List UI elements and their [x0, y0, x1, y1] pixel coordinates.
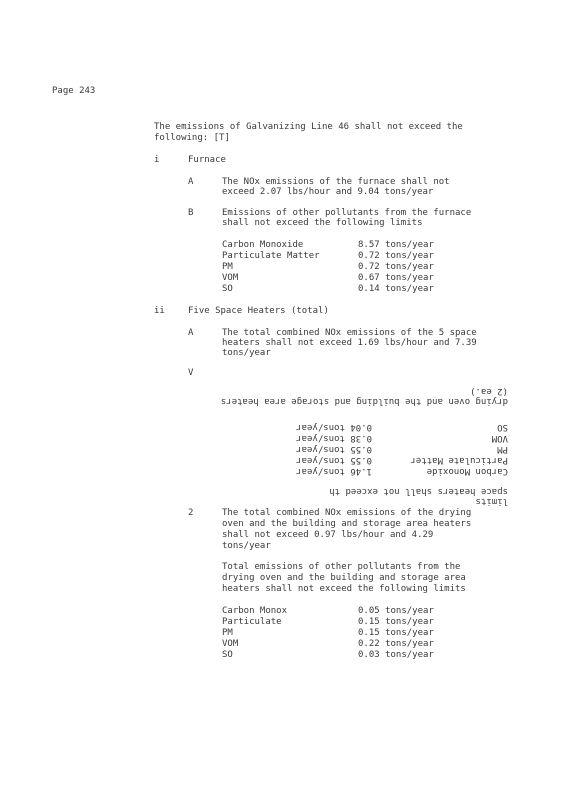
item-text-line: Emissions of other pollutants from the furnace	[222, 208, 472, 218]
inverted-pollutant-value: 1.46 tons/year	[296, 466, 372, 476]
pollutant-value: 0.22 tons/year	[358, 639, 434, 649]
pollutant-value: 0.72 tons/year	[358, 251, 434, 261]
intro-line-2: following: [T]	[154, 133, 230, 143]
paragraph-line: heaters shall not exceed the following limits	[222, 584, 466, 594]
item-number: 2	[188, 508, 194, 518]
item-text-line: oven and the building and storage area heaters	[222, 519, 472, 529]
inverted-pollutant-name: VOM	[491, 433, 508, 443]
inverted-pollutant-name: PM	[497, 444, 508, 454]
pollutant-name: VOM	[222, 639, 239, 649]
item-text-line: heaters shall not exceed 1.69 lbs/hour and 7.39	[222, 338, 477, 348]
pollutant-name: VOM	[222, 273, 239, 283]
section-number: ii	[154, 306, 165, 316]
pollutant-name: Particulate	[222, 617, 282, 627]
pollutant-name: SO	[222, 650, 233, 660]
inverted-pollutant-name: Particulate Matter	[410, 455, 508, 465]
item-letter: B	[188, 208, 194, 218]
pollutant-name: Carbon Monoxide	[222, 240, 304, 250]
item-text-line: The total combined NOx emissions of the 5 space	[222, 328, 477, 338]
inverted-pollutant-value: 0.04 tons/year	[296, 422, 372, 432]
item-text-line: exceed 2.07 lbs/hour and 9.04 tons/year	[222, 187, 434, 197]
inverted-tail-line: space heaters shall not exceed th	[329, 486, 508, 496]
item-text-line: The NOx emissions of the furnace shall not	[222, 177, 450, 187]
section-title: Five Space Heaters (total)	[188, 306, 329, 316]
inverted-pollutant-value: 0.55 tons/year	[296, 455, 372, 465]
page-label: Page 243	[52, 86, 96, 96]
section-title: Furnace	[188, 155, 226, 165]
pollutant-name: PM	[222, 262, 233, 272]
pollutant-value: 0.67 tons/year	[358, 273, 434, 283]
inverted-text-block	[188, 382, 508, 506]
pollutant-value: 0.14 tons/year	[358, 284, 434, 294]
inverted-pollutant-name: Carbon Monoxide	[426, 466, 508, 476]
pollutant-value: 0.15 tons/year	[358, 628, 434, 638]
inverted-heading-line: (2 ea.)	[470, 386, 508, 396]
item-text-line: tons/year	[222, 348, 271, 358]
inverted-pollutant-value: 0.38 tons/year	[296, 433, 372, 443]
pollutant-name: PM	[222, 628, 233, 638]
item-text-line: shall not exceed 0.97 lbs/hour and 4.29	[222, 530, 434, 540]
pollutant-value: 8.57 tons/year	[358, 240, 434, 250]
item-letter: V	[188, 368, 194, 378]
inverted-heading-line: drying oven and the building and storage area heaters	[220, 396, 508, 406]
item-text-line: tons/year	[222, 541, 271, 551]
inverted-pollutant-value: 0.55 tons/year	[296, 444, 372, 454]
pollutant-value: 0.72 tons/year	[358, 262, 434, 272]
pollutant-name: Particulate Matter	[222, 251, 320, 261]
section-number: i	[154, 155, 160, 165]
pollutant-value: 0.15 tons/year	[358, 617, 434, 627]
pollutant-value: 0.03 tons/year	[358, 650, 434, 660]
item-text-line: The total combined NOx emissions of the drying	[222, 508, 472, 518]
paragraph-line: drying oven and the building and storage area	[222, 573, 466, 583]
item-text-line: shall not exceed the following limits	[222, 218, 423, 228]
intro-line-1: The emissions of Galvanizing Line 46 shall not exceed the	[154, 122, 463, 132]
item-letter: A	[188, 328, 194, 338]
inverted-tail-line: limits	[475, 496, 508, 506]
pollutant-value: 0.05 tons/year	[358, 606, 434, 616]
item-letter: A	[188, 177, 194, 187]
paragraph-line: Total emissions of other pollutants from the	[222, 562, 461, 572]
pollutant-name: SO	[222, 284, 233, 294]
inverted-pollutant-name: SO	[497, 422, 508, 432]
pollutant-name: Carbon Monox	[222, 606, 288, 616]
